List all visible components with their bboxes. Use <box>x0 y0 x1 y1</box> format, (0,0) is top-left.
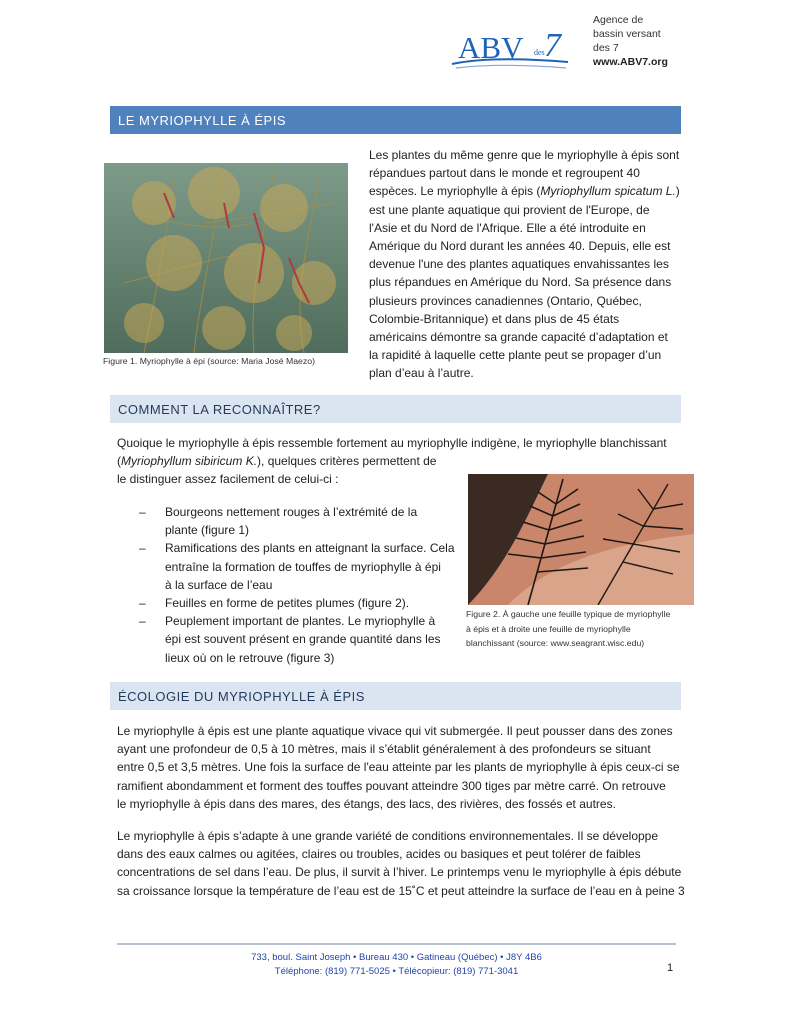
figure-1-photo <box>104 163 348 353</box>
footer-address: 733, boul. Saint Joseph • Bureau 430 • Gatineau (Québec) • J8Y 4B6 <box>251 952 542 963</box>
caption-line: à épis et à droite une feuille de myriophylle <box>466 623 631 634</box>
section-title-text: LE MYRIOPHYLLE À ÉPIS <box>118 112 287 128</box>
list-item-line: plante (figure 1) <box>165 523 250 538</box>
list-item <box>117 539 457 594</box>
intro-line: plan d’eau à l’autre. <box>369 366 474 381</box>
footer-phone: Téléphone: (819) 771-5025 • Télécopieur: (819) 771-3041 <box>274 965 519 977</box>
intro-line: l'Asie et du Nord de l'Afrique. Elle a été introduite en <box>369 220 646 235</box>
species-name: Myriophyllum spicatum L. <box>540 184 676 199</box>
list-item-line: à la surface de l’eau <box>165 577 273 592</box>
recognize-line <box>117 452 687 470</box>
figure-2-photo <box>468 474 694 605</box>
intro-line: Les plantes du même genre que le myriophylle à épis sont <box>369 148 680 162</box>
caption-line: Figure 2. À gauche une feuille typique de myriophylle <box>466 609 671 619</box>
criteria-list <box>117 503 457 667</box>
logo-text: ABV <box>458 30 524 65</box>
paragraph-line: le myriophylle à épis dans des mares, des étangs, des lacs, des rivières, des fossés et autres. <box>117 796 616 811</box>
recognize-line: Quoique le myriophylle à épis ressemble fortement au myriophylle indigène, le myriophylle blanchissant <box>117 436 667 450</box>
list-item-line: Ramifications des plants en atteignant la surface. Cela <box>165 541 455 556</box>
paragraph-line: dans des eaux calmes ou agitées, claires ou troubles, acides ou basiques et peut tolérer de faibles <box>117 847 641 862</box>
intro-line: Colombie-Britannique) et dans plus de 45 états <box>369 311 620 326</box>
list-item-line: Peuplement important de plantes. Le myriophylle à <box>165 614 436 629</box>
intro-line: devenue l'une des plantes aquatiques envahissantes les <box>369 257 669 272</box>
dash-bullet: – <box>139 541 146 556</box>
section-title-text: COMMENT LA RECONNAÎTRE? <box>118 401 321 417</box>
footer-contact <box>117 951 676 978</box>
dash-bullet: – <box>139 505 146 519</box>
paragraph-line: sa croissance lorsque la température de l’eau est de 15˚C et peut atteindre la surface de l’eau en à peine 3 <box>117 883 685 898</box>
intro-line: plusieurs provinces canadiennes (Ontario, Québec, <box>369 293 642 308</box>
dash-bullet: – <box>139 596 146 611</box>
list-item-line: Bourgeons nettement rouges à l’extrémité de la <box>165 505 418 519</box>
intro-text: ) <box>675 184 680 199</box>
recognize-text: ), quelques critères permettent de <box>257 454 437 469</box>
ecology-paragraph-2 <box>117 827 687 900</box>
intro-line: plus répandues en Amérique du Nord. Sa présence dans <box>369 275 672 290</box>
intro-line: est une plante aquatique qui provient de l'Europe, de <box>369 202 650 217</box>
species-name: Myriophyllum sibiricum K. <box>121 454 258 469</box>
caption-line: blanchissant (source: www.seagrant.wisc.edu) <box>466 638 645 648</box>
agency-name <box>593 13 703 69</box>
intro-line: américains démontre sa grande capacité d’adaptation et <box>369 330 668 345</box>
dash-bullet: – <box>139 614 146 629</box>
recognize-line: le distinguer assez facilement de celui-ci : <box>117 472 339 487</box>
intro-line <box>369 182 689 200</box>
figure-1-caption: Figure 1. Myriophylle à épi (source: Maria José Maezo) <box>103 356 315 366</box>
intro-line: la rapidité à laquelle cette plante peut se propager d’un <box>369 348 662 363</box>
recognize-text: ( <box>117 454 121 469</box>
abv7-logo <box>450 28 572 72</box>
paragraph-line: entre 0,5 et 3,5 mètres. Une fois la surface de l'eau atteinte par les plants de myriophylle à épis ceux-ci se <box>117 760 680 775</box>
paragraph-line: ramifient abondamment et forment des touffes pouvant atteindre 300 tiges par mètre carré. On retrouve <box>117 778 666 793</box>
footer-divider <box>117 943 676 945</box>
agency-website[interactable]: www.ABV7.org <box>593 56 668 68</box>
intro-paragraph <box>369 146 689 383</box>
agency-line: Agence de <box>593 14 644 26</box>
paragraph-line: concentrations de sel dans l’eau. De plus, il survit à l’hiver. Le printemps venu le myriophylle à épis débute <box>117 865 682 880</box>
list-item-line: lieux où on le retrouve (figure 3) <box>165 650 335 665</box>
paragraph-line: Le myriophylle à épis s’adapte à une grande variété de conditions environnementales. Il se développe <box>117 829 659 843</box>
paragraph-line: ayant une profondeur de 0,5 à 10 mètres, mais il s’établit généralement à des profondeurs se situant <box>117 742 651 757</box>
logo-small-text: des <box>534 48 545 57</box>
list-item <box>117 612 457 667</box>
logo-numeral: 7 <box>544 28 561 64</box>
section-title-recognize <box>110 395 681 423</box>
list-item <box>117 594 457 612</box>
list-item-line: épi est souvent présent en grande quantité dans les <box>165 632 441 647</box>
section-title-ecology <box>110 682 681 710</box>
list-item <box>117 503 457 539</box>
section-title-myriophylle <box>110 106 681 134</box>
list-item-line: entraîne la formation de touffes de myriophylle à épi <box>165 559 441 574</box>
ecology-paragraph-1 <box>117 722 687 813</box>
figure-2-caption <box>466 607 694 651</box>
paragraph-line: Le myriophylle à épis est une plante aquatique vivace qui vit submergée. Il peut pousser dans des zones <box>117 724 673 738</box>
agency-line: bassin versant <box>593 28 661 40</box>
agency-line: des 7 <box>593 42 619 54</box>
page-number: 1 <box>667 962 674 974</box>
intro-text: espèces. Le myriophylle à épis ( <box>369 184 541 199</box>
intro-line: Amérique du Nord durant les années 40. Depuis, elle est <box>369 239 671 254</box>
intro-line: répandues partout dans le monde et regroupent 40 <box>369 166 640 181</box>
list-item-line: Feuilles en forme de petites plumes (figure 2). <box>165 596 410 611</box>
section-title-text: ÉCOLOGIE DU MYRIOPHYLLE À ÉPIS <box>118 688 365 704</box>
